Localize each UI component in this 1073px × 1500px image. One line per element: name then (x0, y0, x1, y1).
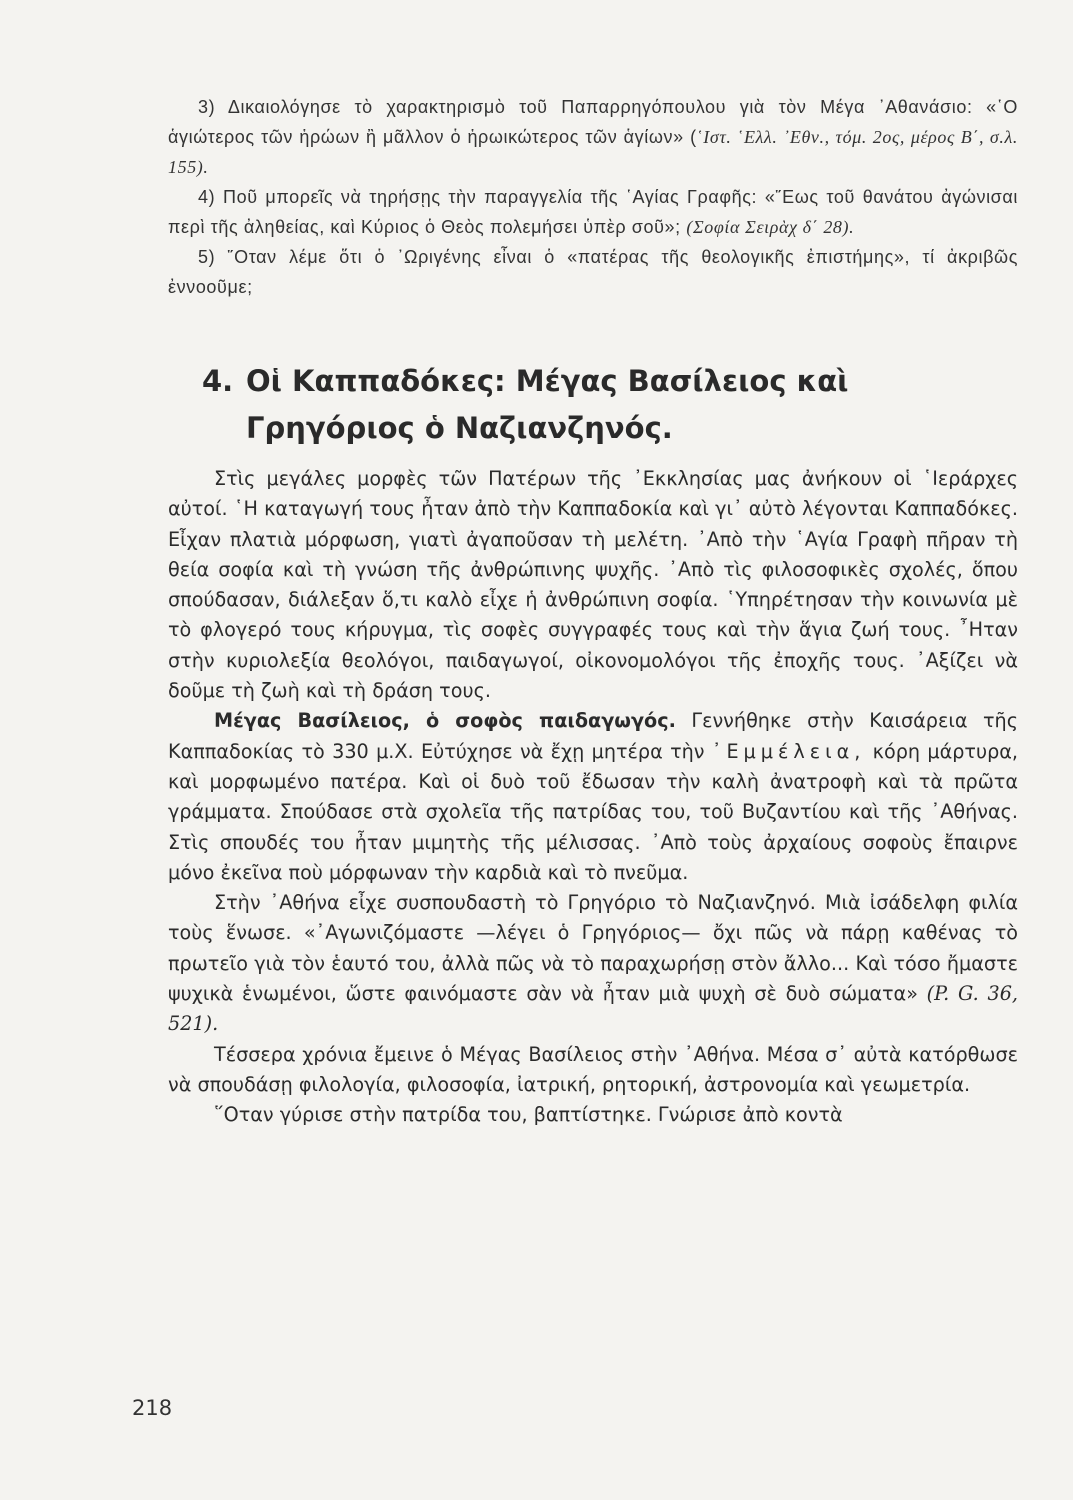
review-questions (168, 92, 1018, 302)
section-title-line-1: Οἱ Καππαδόκες: Μέγας Βασίλειος καὶ (246, 364, 849, 398)
paragraph-basil-text-a: Γεννήθηκε στὴν Καισάρεια τῆς Καππαδοκίας τὸ 330 μ.Χ. Εὐτύχησε νὰ ἔχῃ μητέρα τὴν (168, 709, 1018, 763)
question-4 (168, 182, 1018, 242)
paragraph-studies: Τέσσερα χρόνια ἔμεινε ὁ Μέγας Βασίλειος στὴν ᾿Αθήνα. Μέσα σ᾿ αὐτὰ κατόρθωσε νὰ σπουδάσῃ φιλολογία, φιλοσοφία, ἰατρική, ρητορική, ἀστρονομία καὶ γεωμετρία. (168, 1042, 1018, 1096)
question-5-text: 5) ῞Οταν λέμε ὅτι ὁ ᾿Ωριγένης εἶναι ὁ «πατέρας τῆς θεολογικῆς ἐπιστήμης», τί ἀκριβῶς ἐννοοῦμε; (168, 247, 1018, 297)
page-number: 218 (132, 1396, 173, 1420)
paragraph-athens-text: Στὴν ᾿Αθήνα εἶχε συσπουδαστὴ τὸ Γρηγόριο τὸ Ναζιανζηνό. Μιὰ ἰσάδελφη φιλία τοὺς ἕνωσε. «᾿Αγωνιζόμαστε —λέγει ὁ Γρηγόριος— ὄχι πῶς νὰ πάρῃ καθένας τὸ πρωτεῖο γιὰ τὸν ἑαυτό του, ἀλλὰ πῶς νὰ τὸ παραχωρήσῃ στὸν ἄλλο... Καὶ τόσο ἤμαστε ψυχικὰ ἑνωμένοι, ὥστε φαινόμαστε σὰν νὰ ἦταν μιὰ ψυχὴ σὲ δυὸ σώματα» (168, 891, 1018, 1006)
patrologia-reference: (P. G. 36, 521). (168, 982, 1018, 1036)
body-text (168, 464, 1018, 1131)
paragraph-intro: Στὶς μεγάλες μορφὲς τῶν Πατέρων τῆς ᾿Εκκλησίας μας ἀνήκουν οἱ ῾Ιεράρχες αὐτοί. ῾Η καταγωγή τους ἦταν ἀπὸ τὴν Καππαδοκία καὶ γι᾿ αὐτὸ λέγονται Καππαδόκες. Εἶχαν πλατιὰ μόρφωση, γιατὶ ἀγαποῦσαν τὴ μελέτη. ᾿Απὸ τὴν ῾Αγία Γραφὴ πῆραν τὴ θεία σοφία καὶ τὴ γνώση τῆς ἀνθρώπινης ψυχῆς. ᾿Απὸ τὶς φιλοσοφικὲς σχολές, ὅπου σπούδασαν, διάλεξαν ὅ,τι καλὸ εἶχε ἡ ἀνθρώπινη σοφία. ῾Υπηρέτησαν τὴν κοινωνία μὲ τὸ φλογερό τους κήρυγμα, τὶς σοφὲς συγγραφές τους καὶ τὴν ἅγια ζωή τους. ῏Ηταν στὴν κυριολεξία θεολόγοι, παιδαγωγοί, οἰκονομολόγοι τῆς ἐποχῆς τους. ᾿Αξίζει νὰ δοῦμε τὴ ζωὴ καὶ τὴ δράση τους. (168, 467, 1018, 703)
subsection-title: Μέγας Βασίλειος, ὁ σοφὸς παιδαγωγός. (214, 709, 676, 733)
question-3 (168, 92, 1018, 182)
emmeleia-name: ᾿Εμμέλεια, (711, 739, 866, 763)
paragraph-basil-education (168, 706, 1018, 888)
question-3-reference: ῾Ιστ. ῾Ελλ. ᾿Εθν., τόμ. 2ος, μέρος Β΄, σ.λ. 155). (168, 127, 1018, 177)
question-4-reference: (Σοφία Σειρὰχ δ΄ 28). (686, 217, 855, 237)
section-number: 4. (202, 364, 234, 398)
question-4-text: 4) Ποῦ μπορεῖς νὰ τηρήσῃς τὴν παραγγελία τῆς ῾Αγίας Γραφῆς: «῞Εως τοῦ θανάτου ἀγώνισαι περὶ τῆς ἀληθείας, καὶ Κύριος ὁ Θεὸς πολεμήσει ὑπὲρ σοῦ»; (168, 187, 1018, 237)
section-title-line-2: Γρηγόριος ὁ Ναζιανζηνός. (246, 411, 673, 445)
question-3-text: 3) Δικαιολόγησε τὸ χαρακτηρισμὸ τοῦ Παπαρρηγόπουλου γιὰ τὸν Μέγα ᾿Αθανάσιο: «῾Ο ἁγιώτερος τῶν ἡρώων ἢ μᾶλλον ὁ ἡρωικώτερος τῶν ἁγίων» ( (168, 97, 1018, 147)
paragraph-return: ῞Οταν γύρισε στὴν πατρίδα του, βαπτίστηκε. Γνώρισε ἀπὸ κοντὰ (214, 1103, 843, 1127)
paragraph-athens-friendship (168, 888, 1018, 1039)
question-5 (168, 242, 1018, 302)
paragraph-basil-text-b: κόρη μάρτυρα, καὶ μορφωμένο πατέρα. Καὶ οἱ δυὸ τοῦ ἔδωσαν τὴν καλὴ ἀνατροφὴ καὶ τὰ πρῶτα γράμματα. Σπούδασε στὰ σχολεῖα τῆς πατρίδας του, τοῦ Βυζαντίου καὶ τῆς ᾿Αθήνας. Στὶς σπουδές του ἦταν μιμητὴς τῆς μέλισσας. ᾿Απὸ τοὺς ἀρχαίους σοφοὺς ἔπαιρνε μόνο ἐκεῖνα ποὺ μόρφωναν τὴν καρδιὰ καὶ τὸ πνεῦμα. (168, 739, 1019, 884)
section-heading (202, 358, 1002, 452)
